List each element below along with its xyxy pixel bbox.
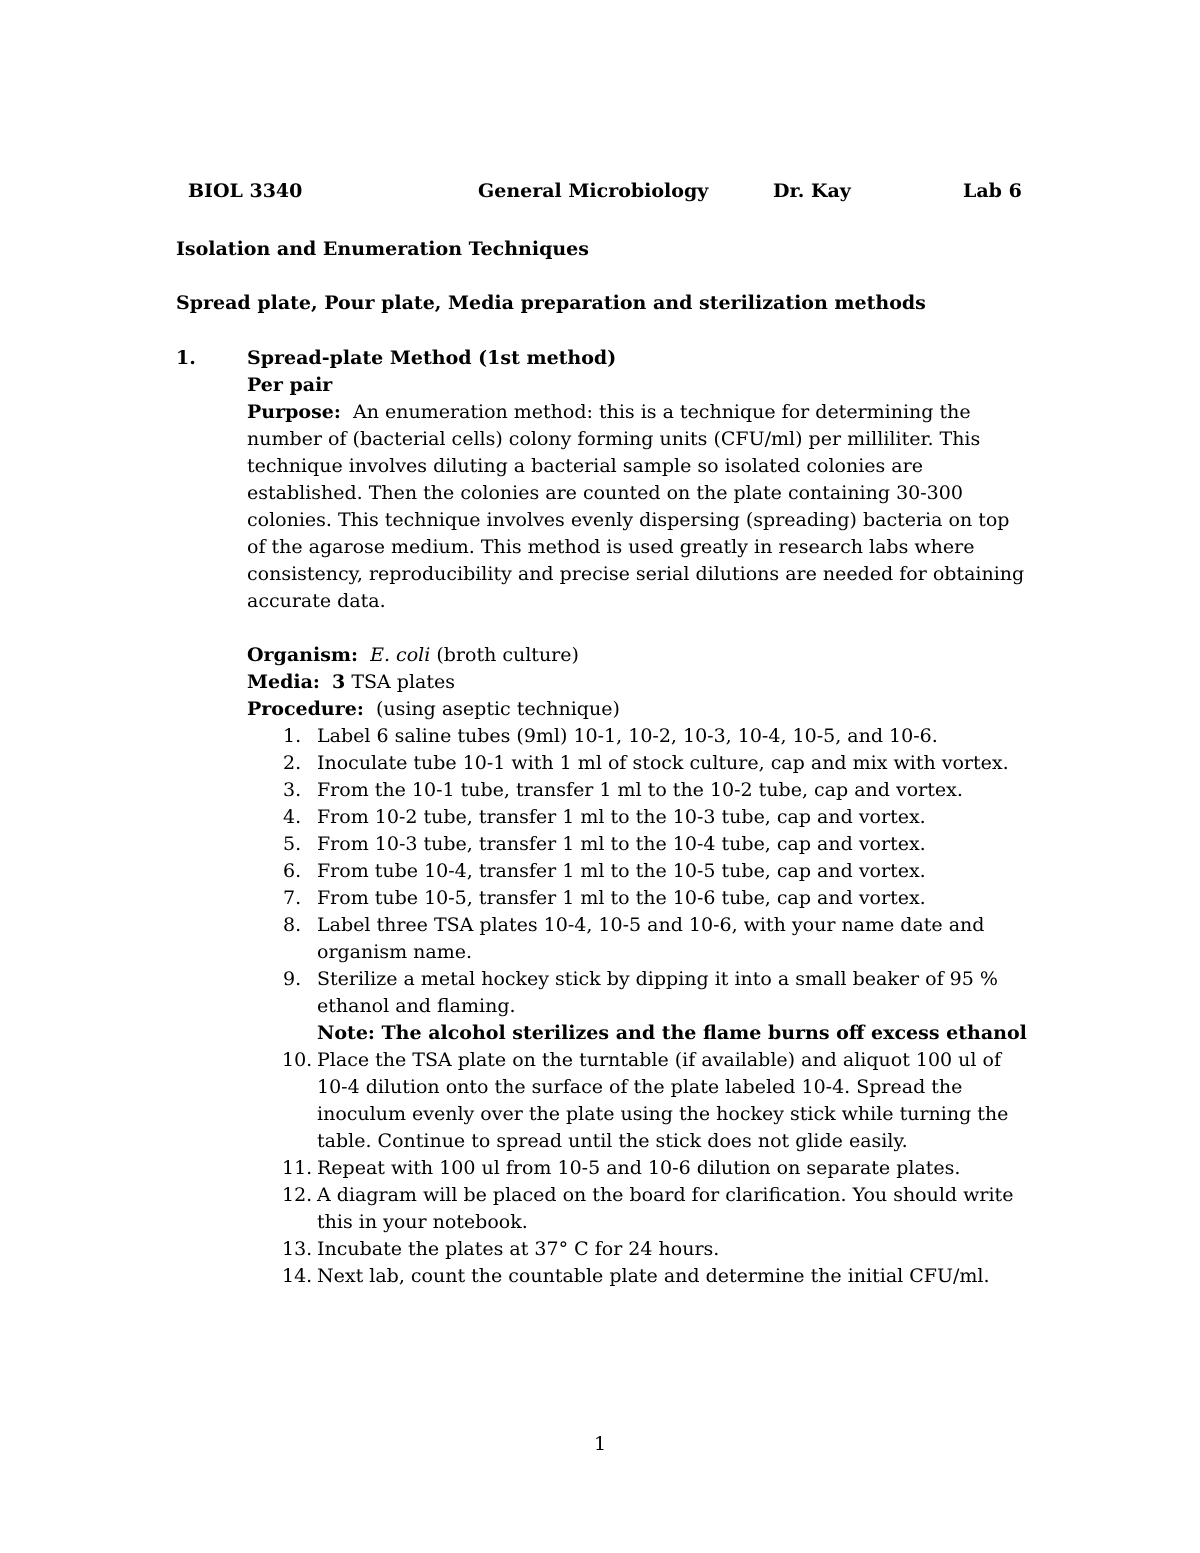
step-text: Sterilize a metal hockey stick by dipping it into a small beaker of 95 % ethanol and flaming. — [317, 968, 998, 1017]
step-number: 4. — [283, 806, 302, 828]
step-number: 12. — [282, 1184, 313, 1206]
list-item — [247, 723, 1037, 750]
list-item — [247, 885, 1037, 912]
procedure-line — [247, 696, 1037, 723]
procedure-steps — [247, 723, 1037, 1290]
step-number: 10. — [282, 1049, 313, 1071]
media-label: Media: — [247, 671, 320, 693]
step-text: Place the TSA plate on the turntable (if available) and aliquot 100 ul of 10-4 dilution onto the surface of the plate labeled 10-4. Spread the inoculum evenly over the plate using the hockey stick while turning the table. Continue to spread until the stick does not glide easily. — [317, 1049, 1009, 1152]
instructor-name: Dr. Kay — [773, 180, 851, 202]
organism-name: E. coli — [370, 644, 431, 666]
media-text: TSA plates — [351, 671, 455, 693]
list-item — [247, 1263, 1037, 1290]
step-number: 6. — [283, 860, 302, 882]
section-body — [247, 345, 1037, 1290]
step-text: Repeat with 100 ul from 10-5 and 10-6 dilution on separate plates. — [317, 1157, 961, 1179]
step-note: Note: The alcohol sterilizes and the flame burns off excess ethanol — [317, 1022, 1027, 1044]
step-number: 2. — [283, 752, 302, 774]
course-subject: General Microbiology — [478, 180, 709, 202]
organism-text: (broth culture) — [436, 644, 579, 666]
step-text: Inoculate tube 10-1 with 1 ml of stock culture, cap and mix with vortex. — [317, 752, 1009, 774]
step-number: 5. — [283, 833, 302, 855]
organism-label: Organism: — [247, 644, 359, 666]
step-number: 8. — [283, 914, 302, 936]
purpose-paragraph — [247, 399, 1032, 615]
step-text: From tube 10-4, transfer 1 ml to the 10-5 tube, cap and vortex. — [317, 860, 926, 882]
document-header — [0, 178, 1200, 208]
step-number: 3. — [283, 779, 302, 801]
list-item — [247, 804, 1037, 831]
list-item — [247, 858, 1037, 885]
list-item — [247, 1236, 1037, 1263]
section-number: 1. — [176, 347, 196, 369]
step-number: 13. — [282, 1238, 313, 1260]
list-item — [247, 777, 1037, 804]
organism-line — [247, 642, 1037, 669]
procedure-text: (using aseptic technique) — [375, 698, 620, 720]
document-subtitle: Spread plate, Pour plate, Media preparation and sterilization methods — [176, 292, 926, 314]
purpose-label: Purpose: — [247, 401, 341, 423]
media-count: 3 — [332, 671, 346, 693]
list-item — [247, 1047, 1037, 1155]
step-text: Next lab, count the countable plate and determine the initial CFU/ml. — [317, 1265, 990, 1287]
procedure-label: Procedure: — [247, 698, 364, 720]
step-text: Label three TSA plates 10-4, 10-5 and 10-6, with your name date and organism name. — [317, 914, 985, 963]
step-number: 9. — [283, 968, 302, 990]
step-text: From the 10-1 tube, transfer 1 ml to the 10-2 tube, cap and vortex. — [317, 779, 963, 801]
list-item — [247, 966, 1037, 1047]
list-item — [247, 750, 1037, 777]
page-number: 1 — [593, 1433, 607, 1455]
step-text: From 10-2 tube, transfer 1 ml to the 10-3 tube, cap and vortex. — [317, 806, 926, 828]
purpose-text: An enumeration method: this is a technique for determining the number of (bacterial cells) colony forming units (CFU/ml) per milliliter. This technique involves diluting a bacterial sample so isolated colonies are established. Then the colonies are counted on the plate containing 30-300 colonies. This technique involves evenly dispersing (spreading) bacteria on top of the agarose medium. This method is used greatly in research labs where consistency, reproducibility and precise serial dilutions are needed for obtaining accurate data. — [247, 401, 1025, 612]
document-title: Isolation and Enumeration Techniques — [176, 238, 589, 260]
list-item — [247, 1182, 1037, 1236]
step-text: From 10-3 tube, transfer 1 ml to the 10-4 tube, cap and vortex. — [317, 833, 926, 855]
step-text: A diagram will be placed on the board for clarification. You should write this in your notebook. — [317, 1184, 1014, 1233]
step-number: 7. — [283, 887, 302, 909]
step-text: Label 6 saline tubes (9ml) 10-1, 10-2, 10-3, 10-4, 10-5, and 10-6. — [317, 725, 938, 747]
group-size: Per pair — [247, 374, 333, 396]
media-line — [247, 669, 1037, 696]
list-item — [247, 831, 1037, 858]
step-text: Incubate the plates at 37° C for 24 hours. — [317, 1238, 720, 1260]
section-heading: Spread-plate Method (1st method) — [247, 347, 617, 369]
step-number: 11. — [282, 1157, 313, 1179]
list-item — [247, 912, 1037, 966]
list-item — [247, 1155, 1037, 1182]
course-code: BIOL 3340 — [188, 180, 303, 202]
step-number: 14. — [282, 1265, 313, 1287]
step-text: From tube 10-5, transfer 1 ml to the 10-6 tube, cap and vortex. — [317, 887, 926, 909]
lab-number: Lab 6 — [963, 180, 1022, 202]
step-number: 1. — [283, 725, 302, 747]
